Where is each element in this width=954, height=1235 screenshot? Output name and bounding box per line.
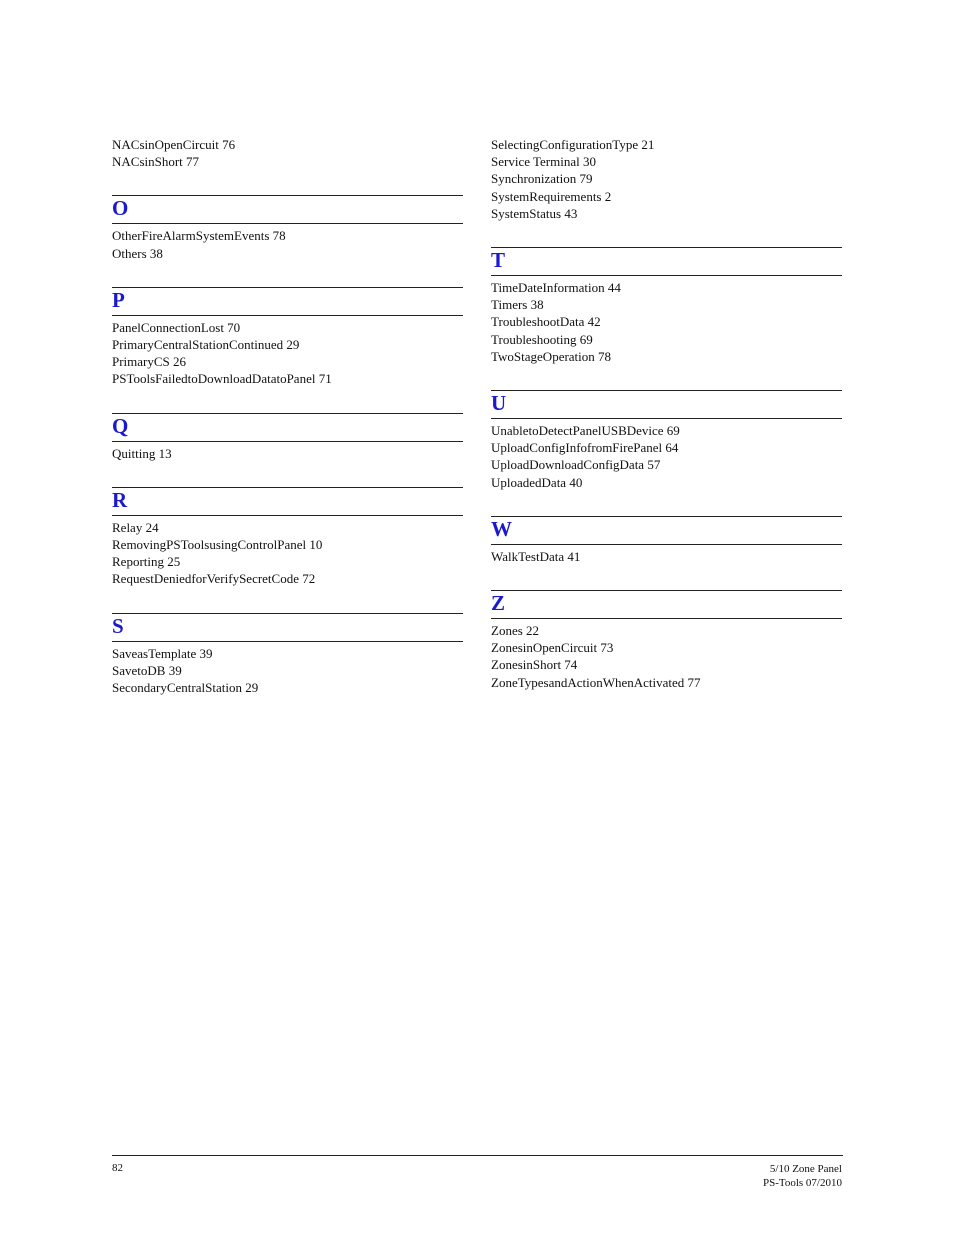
section-entries	[112, 227, 463, 261]
index-entry: RequestDeniedforVerifySecretCode 72	[112, 571, 316, 587]
footer-product-info	[763, 1162, 842, 1190]
section-header	[112, 613, 463, 642]
section-entries	[112, 645, 463, 697]
index-entry: SystemRequirements 2	[491, 188, 612, 204]
section-letter: U	[491, 391, 507, 416]
index-entry: NACsinOpenCircuit 76	[112, 137, 236, 152]
index-entry: Relay 24	[112, 519, 159, 535]
section-letter: T	[491, 248, 506, 273]
index-entry: SecondaryCentralStation 29	[112, 680, 259, 696]
page-number: 82	[112, 1162, 123, 1174]
index-section-q	[112, 413, 463, 462]
index-section-p	[112, 287, 463, 388]
section-letter: R	[112, 487, 128, 512]
index-column-right	[491, 136, 842, 691]
index-section-o	[112, 195, 463, 261]
index-section-u	[491, 390, 842, 491]
section-header	[112, 487, 463, 516]
section-entries	[491, 622, 842, 691]
index-entry: UploadDownloadConfigData 57	[491, 457, 661, 473]
index-section-s	[112, 613, 463, 697]
index-entry: Others 38	[112, 245, 163, 261]
index-entry: PrimaryCS 26	[112, 354, 187, 370]
index-section-z	[491, 590, 842, 691]
section-letter: S	[112, 613, 124, 638]
footer-product-name: 5/10 Zone Panel	[769, 1163, 842, 1175]
index-entry: NACsinShort 77	[112, 154, 200, 170]
index-entry: ZoneTypesandActionWhenActivated 77	[491, 674, 701, 690]
section-letter: Q	[112, 413, 129, 438]
section-header	[491, 247, 842, 276]
section-entries	[112, 445, 463, 462]
index-entry: UploadedData 40	[491, 474, 583, 490]
section-header	[112, 195, 463, 224]
index-entry: Troubleshooting 69	[491, 331, 593, 347]
index-entry: SystemStatus 43	[491, 205, 578, 221]
index-entry: TimeDateInformation 44	[491, 280, 621, 296]
index-entry: UnabletoDetectPanelUSBDevice 69	[491, 423, 680, 439]
index-entry: PanelConnectionLost 70	[112, 319, 241, 335]
index-entry: Reporting 25	[112, 554, 181, 570]
section-letter: P	[112, 287, 125, 312]
index-entry: ZonesinOpenCircuit 73	[491, 640, 614, 656]
index-entry: Service Terminal 30	[491, 154, 596, 170]
section-entries	[112, 519, 463, 588]
section-header	[491, 390, 842, 419]
index-column-left	[112, 136, 463, 696]
section-letter: O	[112, 196, 129, 221]
section-header	[112, 413, 463, 442]
index-entry: Zones 22	[491, 623, 540, 639]
index-entry: Synchronization 79	[491, 171, 593, 187]
index-entry: TwoStageOperation 78	[491, 348, 612, 364]
index-entry: TroubleshootData 42	[491, 314, 601, 330]
index-entry: PrimaryCentralStationContinued 29	[112, 337, 300, 353]
index-entry: WalkTestData 41	[491, 548, 581, 564]
index-entry: ZonesinShort 74	[491, 657, 578, 673]
section-entries	[491, 548, 842, 565]
section-header	[491, 516, 842, 545]
index-entry: Timers 38	[491, 297, 544, 313]
section-header	[491, 590, 842, 619]
index-entry: OtherFireAlarmSystemEvents 78	[112, 228, 286, 244]
index-entry: Quitting 13	[112, 445, 172, 461]
index-section-w	[491, 516, 842, 565]
section-letter: Z	[491, 591, 506, 616]
index-entry: SaveasTemplate 39	[112, 645, 213, 661]
index-entry: RemovingPSToolsusingControlPanel 10	[112, 537, 323, 553]
section-entries	[491, 422, 842, 491]
index-entry: SelectingConfigurationType 21	[491, 137, 655, 152]
section-entries	[112, 319, 463, 388]
footer-divider	[112, 1155, 843, 1156]
section-letter: W	[491, 516, 512, 541]
index-entry: SavetoDB 39	[112, 662, 182, 678]
index-section-t	[491, 247, 842, 365]
section-header	[112, 287, 463, 316]
index-entry: UploadConfigInfofromFirePanel 64	[491, 440, 679, 456]
index-section-r	[112, 487, 463, 588]
section-entries	[491, 279, 842, 365]
index-entry: PSToolsFailedtoDownloadDatatoPanel 71	[112, 371, 332, 387]
footer-version: PS-Tools 07/2010	[763, 1177, 842, 1189]
